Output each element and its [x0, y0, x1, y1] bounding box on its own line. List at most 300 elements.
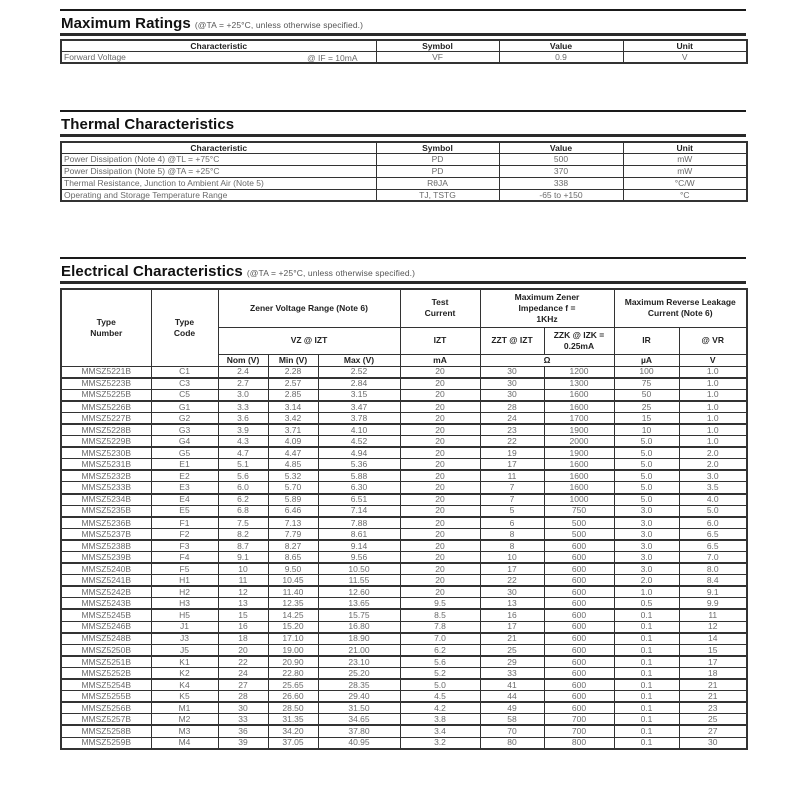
nom-voltage-cell: 11 — [218, 575, 268, 587]
type-number-cell: MMSZ5248B — [61, 633, 151, 645]
type-number-cell: MMSZ5237B — [61, 528, 151, 540]
type-number-cell: MMSZ5227B — [61, 412, 151, 424]
min-voltage-cell: 5.89 — [268, 494, 318, 506]
type-number-cell: MMSZ5223B — [61, 378, 151, 390]
vr-cell: 1.0 — [679, 412, 747, 424]
type-number-cell: MMSZ5234B — [61, 494, 151, 506]
zzk-cell: 600 — [544, 667, 614, 679]
table-row — [61, 366, 747, 378]
vr-cell: 4.0 — [679, 494, 747, 506]
zzt-cell: 24 — [480, 412, 544, 424]
max-voltage-cell: 6.51 — [318, 494, 400, 506]
table-row — [61, 505, 747, 517]
type-code-cell: F1 — [151, 517, 218, 529]
test-current-cell: 20 — [400, 424, 480, 436]
symbol-cell: PD — [376, 153, 499, 165]
nom-voltage-cell: 3.6 — [218, 412, 268, 424]
min-voltage-cell: 3.42 — [268, 412, 318, 424]
type-code-cell: K2 — [151, 667, 218, 679]
test-current-cell: 3.8 — [400, 714, 480, 726]
type-code-cell: C5 — [151, 389, 218, 401]
table-row — [61, 378, 747, 390]
test-current-cell: 20 — [400, 470, 480, 482]
min-voltage-cell: 17.10 — [268, 633, 318, 645]
header-zener-voltage-range: Zener Voltage Range (Note 6) — [218, 289, 400, 327]
type-number-cell: MMSZ5251B — [61, 656, 151, 668]
type-code-cell: G4 — [151, 436, 218, 448]
min-voltage-cell: 7.79 — [268, 528, 318, 540]
type-code-cell: K5 — [151, 691, 218, 703]
zzt-cell: 6 — [480, 517, 544, 529]
section-rule-top — [60, 9, 746, 11]
type-number-cell: MMSZ5243B — [61, 598, 151, 610]
zzt-cell: 70 — [480, 725, 544, 737]
type-number-cell: MMSZ5230B — [61, 447, 151, 459]
max-voltage-cell: 9.56 — [318, 552, 400, 564]
min-voltage-cell: 3.71 — [268, 424, 318, 436]
ir-cell: 0.1 — [614, 714, 679, 726]
min-voltage-cell: 26.60 — [268, 691, 318, 703]
type-number-cell: MMSZ5241B — [61, 575, 151, 587]
type-number-cell: MMSZ5257B — [61, 714, 151, 726]
type-code-cell: E3 — [151, 482, 218, 494]
type-code-cell: M3 — [151, 725, 218, 737]
vr-cell: 17 — [679, 656, 747, 668]
type-number-cell: MMSZ5252B — [61, 667, 151, 679]
min-voltage-cell: 25.65 — [268, 679, 318, 691]
header-min-unit: Min (V) — [268, 354, 318, 366]
section-rule-bottom — [60, 134, 746, 137]
test-current-cell: 20 — [400, 366, 480, 378]
table-row — [61, 165, 747, 177]
type-number-cell: MMSZ5250B — [61, 644, 151, 656]
type-number-cell: MMSZ5238B — [61, 540, 151, 552]
ir-cell: 0.1 — [614, 633, 679, 645]
nom-voltage-cell: 6.0 — [218, 482, 268, 494]
maximum-ratings-condition: (@TA = +25°C, unless otherwise specified.) — [194, 20, 364, 30]
test-current-cell: 3.4 — [400, 725, 480, 737]
zzt-cell: 8 — [480, 540, 544, 552]
test-current-cell: 20 — [400, 552, 480, 564]
ir-cell: 0.1 — [614, 679, 679, 691]
ir-cell: 10 — [614, 424, 679, 436]
nom-voltage-cell: 3.0 — [218, 389, 268, 401]
max-voltage-cell: 31.50 — [318, 702, 400, 714]
vr-cell: 21 — [679, 691, 747, 703]
header-value: Value — [499, 40, 623, 51]
zzk-cell: 1700 — [544, 412, 614, 424]
zzk-cell: 600 — [544, 691, 614, 703]
table-row — [61, 633, 747, 645]
table-row — [61, 598, 747, 610]
nom-voltage-cell: 18 — [218, 633, 268, 645]
type-code-cell: F5 — [151, 563, 218, 575]
header-vz-at-izt: VZ @ IZT — [218, 327, 400, 354]
zzk-cell: 600 — [544, 656, 614, 668]
header-unit: Unit — [623, 142, 747, 153]
type-code-cell: C1 — [151, 366, 218, 378]
nom-voltage-cell: 7.5 — [218, 517, 268, 529]
symbol-cell: VF — [376, 51, 499, 63]
table-row — [61, 447, 747, 459]
max-voltage-cell: 4.52 — [318, 436, 400, 448]
test-current-cell: 3.2 — [400, 737, 480, 749]
min-voltage-cell: 37.05 — [268, 737, 318, 749]
ir-cell: 3.0 — [614, 517, 679, 529]
nom-voltage-cell: 22 — [218, 656, 268, 668]
section-rule-top — [60, 257, 746, 259]
test-current-cell: 20 — [400, 586, 480, 598]
header-v-unit: V — [679, 354, 747, 366]
test-current-cell: 20 — [400, 378, 480, 390]
max-voltage-cell: 25.20 — [318, 667, 400, 679]
zzt-cell: 19 — [480, 447, 544, 459]
ir-cell: 3.0 — [614, 540, 679, 552]
zzt-cell: 58 — [480, 714, 544, 726]
table-row — [61, 540, 747, 552]
vr-cell: 21 — [679, 679, 747, 691]
test-current-cell: 20 — [400, 517, 480, 529]
unit-cell: °C/W — [623, 177, 747, 189]
maximum-ratings-section — [60, 9, 746, 71]
vr-cell: 8.4 — [679, 575, 747, 587]
max-voltage-cell: 9.14 — [318, 540, 400, 552]
type-code-cell: E2 — [151, 470, 218, 482]
max-voltage-cell: 37.80 — [318, 725, 400, 737]
type-code-cell: H2 — [151, 586, 218, 598]
table-row — [61, 667, 747, 679]
electrical-table-body — [61, 366, 747, 749]
table-row — [61, 737, 747, 749]
test-current-cell: 20 — [400, 412, 480, 424]
ir-cell: 0.1 — [614, 737, 679, 749]
table-row — [61, 470, 747, 482]
max-voltage-cell: 13.65 — [318, 598, 400, 610]
vr-cell: 3.0 — [679, 470, 747, 482]
zzt-cell: 22 — [480, 575, 544, 587]
test-current-cell: 20 — [400, 505, 480, 517]
thermal-characteristics-table — [60, 141, 748, 202]
characteristic-cell — [61, 51, 376, 63]
zzk-cell: 600 — [544, 644, 614, 656]
min-voltage-cell: 15.20 — [268, 621, 318, 633]
max-voltage-cell: 6.30 — [318, 482, 400, 494]
vr-cell: 18 — [679, 667, 747, 679]
min-voltage-cell: 8.65 — [268, 552, 318, 564]
min-voltage-cell: 5.32 — [268, 470, 318, 482]
table-row — [61, 586, 747, 598]
max-voltage-cell: 12.60 — [318, 586, 400, 598]
zzt-cell: 7 — [480, 494, 544, 506]
max-voltage-cell: 29.40 — [318, 691, 400, 703]
zzt-cell: 33 — [480, 667, 544, 679]
vr-cell: 3.5 — [679, 482, 747, 494]
nom-voltage-cell: 28 — [218, 691, 268, 703]
unit-cell: mW — [623, 165, 747, 177]
min-voltage-cell: 19.00 — [268, 644, 318, 656]
zzk-cell: 600 — [544, 679, 614, 691]
characteristic-condition: @ IF = 10mA — [307, 52, 358, 63]
table-row — [61, 691, 747, 703]
test-current-cell: 20 — [400, 575, 480, 587]
header-unit: Unit — [623, 40, 747, 51]
vr-cell: 9.1 — [679, 586, 747, 598]
min-voltage-cell: 14.25 — [268, 609, 318, 621]
type-code-cell: H3 — [151, 598, 218, 610]
zzk-cell: 1600 — [544, 389, 614, 401]
zzk-cell: 1000 — [544, 494, 614, 506]
nom-voltage-cell: 6.8 — [218, 505, 268, 517]
type-code-cell: G1 — [151, 401, 218, 413]
max-voltage-cell: 18.90 — [318, 633, 400, 645]
ir-cell: 5.0 — [614, 459, 679, 471]
header-max-zener-impedance: Maximum Zener Impedance f = 1KHz — [480, 289, 614, 327]
type-code-cell: J1 — [151, 621, 218, 633]
header-characteristic: Characteristic — [61, 40, 376, 51]
vr-cell: 12 — [679, 621, 747, 633]
table-row — [61, 725, 747, 737]
zzt-cell: 22 — [480, 436, 544, 448]
zzt-cell: 28 — [480, 401, 544, 413]
header-value: Value — [499, 142, 623, 153]
test-current-cell: 20 — [400, 436, 480, 448]
ir-cell: 0.1 — [614, 609, 679, 621]
zzk-cell: 500 — [544, 517, 614, 529]
type-code-cell: H1 — [151, 575, 218, 587]
zzk-cell: 600 — [544, 621, 614, 633]
zzk-cell: 800 — [544, 737, 614, 749]
max-voltage-cell: 34.65 — [318, 714, 400, 726]
vr-cell: 14 — [679, 633, 747, 645]
max-voltage-cell: 10.50 — [318, 563, 400, 575]
vr-cell: 1.0 — [679, 378, 747, 390]
header-symbol: Symbol — [376, 40, 499, 51]
characteristic-cell: Power Dissipation (Note 5) @TA = +25°C — [61, 165, 376, 177]
zzt-cell: 23 — [480, 424, 544, 436]
vr-cell: 9.9 — [679, 598, 747, 610]
type-code-cell: F3 — [151, 540, 218, 552]
thermal-characteristics-title: Thermal Characteristics — [61, 116, 235, 133]
ir-cell: 5.0 — [614, 470, 679, 482]
vr-cell: 7.0 — [679, 552, 747, 564]
nom-voltage-cell: 24 — [218, 667, 268, 679]
min-voltage-cell: 4.47 — [268, 447, 318, 459]
nom-voltage-cell: 2.4 — [218, 366, 268, 378]
type-code-cell: M4 — [151, 737, 218, 749]
zzk-cell: 600 — [544, 575, 614, 587]
min-voltage-cell: 2.57 — [268, 378, 318, 390]
type-number-cell: MMSZ5242B — [61, 586, 151, 598]
test-current-cell: 7.8 — [400, 621, 480, 633]
vr-cell: 27 — [679, 725, 747, 737]
section-rule-bottom — [60, 281, 746, 284]
test-current-cell: 8.5 — [400, 609, 480, 621]
header-zzk-at-izk: ZZK @ IZK = 0.25mA — [544, 327, 614, 354]
zzt-cell: 10 — [480, 552, 544, 564]
table-row — [61, 656, 747, 668]
test-current-cell: 20 — [400, 447, 480, 459]
ir-cell: 5.0 — [614, 436, 679, 448]
type-code-cell: G5 — [151, 447, 218, 459]
type-number-cell: MMSZ5225B — [61, 389, 151, 401]
type-code-cell: M1 — [151, 702, 218, 714]
vr-cell: 1.0 — [679, 401, 747, 413]
test-current-cell: 20 — [400, 389, 480, 401]
header-zzt-at-izt: ZZT @ IZT — [480, 327, 544, 354]
min-voltage-cell: 20.90 — [268, 656, 318, 668]
type-number-cell: MMSZ5255B — [61, 691, 151, 703]
type-code-cell: E5 — [151, 505, 218, 517]
max-voltage-cell: 3.78 — [318, 412, 400, 424]
header-nom-unit: Nom (V) — [218, 354, 268, 366]
section-rule-bottom — [60, 33, 746, 36]
type-code-cell: F4 — [151, 552, 218, 564]
zzt-cell: 17 — [480, 563, 544, 575]
ir-cell: 0.1 — [614, 702, 679, 714]
min-voltage-cell: 11.40 — [268, 586, 318, 598]
max-voltage-cell: 4.94 — [318, 447, 400, 459]
test-current-cell: 20 — [400, 482, 480, 494]
zzt-cell: 17 — [480, 459, 544, 471]
table-row — [61, 575, 747, 587]
characteristic-text: Forward Voltage — [64, 51, 126, 62]
type-number-cell: MMSZ5259B — [61, 737, 151, 749]
zzt-cell: 49 — [480, 702, 544, 714]
type-number-cell: MMSZ5228B — [61, 424, 151, 436]
max-voltage-cell: 40.95 — [318, 737, 400, 749]
test-current-cell: 20 — [400, 494, 480, 506]
ir-cell: 3.0 — [614, 552, 679, 564]
max-voltage-cell: 7.88 — [318, 517, 400, 529]
vr-cell: 15 — [679, 644, 747, 656]
value-cell: 0.9 — [499, 51, 623, 63]
zzk-cell: 1200 — [544, 366, 614, 378]
max-voltage-cell: 8.61 — [318, 528, 400, 540]
table-row — [61, 621, 747, 633]
nom-voltage-cell: 5.1 — [218, 459, 268, 471]
max-voltage-cell: 4.10 — [318, 424, 400, 436]
header-izt: IZT — [400, 327, 480, 354]
nom-voltage-cell: 36 — [218, 725, 268, 737]
zzt-cell: 44 — [480, 691, 544, 703]
type-number-cell: MMSZ5246B — [61, 621, 151, 633]
ir-cell: 75 — [614, 378, 679, 390]
header-ir: IR — [614, 327, 679, 354]
zzk-cell: 700 — [544, 714, 614, 726]
ir-cell: 5.0 — [614, 447, 679, 459]
max-voltage-cell: 3.47 — [318, 401, 400, 413]
zzk-cell: 1300 — [544, 378, 614, 390]
zzk-cell: 600 — [544, 563, 614, 575]
table-row — [61, 459, 747, 471]
table-row — [61, 436, 747, 448]
min-voltage-cell: 5.70 — [268, 482, 318, 494]
table-row — [61, 482, 747, 494]
min-voltage-cell: 3.14 — [268, 401, 318, 413]
type-code-cell: G2 — [151, 412, 218, 424]
maximum-ratings-title: Maximum Ratings — [61, 15, 191, 32]
ir-cell: 0.1 — [614, 656, 679, 668]
nom-voltage-cell: 12 — [218, 586, 268, 598]
zzk-cell: 1600 — [544, 470, 614, 482]
min-voltage-cell: 34.20 — [268, 725, 318, 737]
symbol-cell: RθJA — [376, 177, 499, 189]
ir-cell: 5.0 — [614, 482, 679, 494]
characteristic-cell: Thermal Resistance, Junction to Ambient Air (Note 5) — [61, 177, 376, 189]
type-code-cell: M2 — [151, 714, 218, 726]
nom-voltage-cell: 4.3 — [218, 436, 268, 448]
min-voltage-cell: 28.50 — [268, 702, 318, 714]
zzt-cell: 30 — [480, 378, 544, 390]
min-voltage-cell: 6.46 — [268, 505, 318, 517]
ir-cell: 3.0 — [614, 563, 679, 575]
zzk-cell: 1600 — [544, 482, 614, 494]
nom-voltage-cell: 9.1 — [218, 552, 268, 564]
vr-cell: 2.0 — [679, 459, 747, 471]
section-rule-top — [60, 110, 746, 112]
symbol-cell: TJ, TSTG — [376, 189, 499, 201]
header-symbol: Symbol — [376, 142, 499, 153]
vr-cell: 6.5 — [679, 528, 747, 540]
header-ua-unit: µA — [614, 354, 679, 366]
zzk-cell: 600 — [544, 702, 614, 714]
min-voltage-cell: 22.80 — [268, 667, 318, 679]
nom-voltage-cell: 8.2 — [218, 528, 268, 540]
vr-cell: 1.0 — [679, 366, 747, 378]
table-row — [61, 644, 747, 656]
type-number-cell: MMSZ5232B — [61, 470, 151, 482]
zzk-cell: 600 — [544, 598, 614, 610]
characteristic-cell: Power Dissipation (Note 4) @TL = +75°C — [61, 153, 376, 165]
header-type-code: Type Code — [151, 289, 218, 366]
table-row — [61, 189, 747, 201]
header-characteristic: Characteristic — [61, 142, 376, 153]
ir-cell: 1.0 — [614, 586, 679, 598]
vr-cell: 1.0 — [679, 389, 747, 401]
zzt-cell: 21 — [480, 633, 544, 645]
characteristic-cell: Operating and Storage Temperature Range — [61, 189, 376, 201]
nom-voltage-cell: 30 — [218, 702, 268, 714]
table-row — [61, 609, 747, 621]
table-row — [61, 177, 747, 189]
type-code-cell: K1 — [151, 656, 218, 668]
ir-cell: 5.0 — [614, 494, 679, 506]
vr-cell: 8.0 — [679, 563, 747, 575]
zzk-cell: 600 — [544, 540, 614, 552]
zzt-cell: 7 — [480, 482, 544, 494]
max-voltage-cell: 23.10 — [318, 656, 400, 668]
test-current-cell: 20 — [400, 459, 480, 471]
zzt-cell: 30 — [480, 366, 544, 378]
table-row — [61, 153, 747, 165]
electrical-characteristics-title: Electrical Characteristics — [61, 263, 243, 280]
nom-voltage-cell: 8.7 — [218, 540, 268, 552]
zzt-cell: 13 — [480, 598, 544, 610]
zzk-cell: 1600 — [544, 459, 614, 471]
type-code-cell: G3 — [151, 424, 218, 436]
header-max-reverse-leakage: Maximum Reverse Leakage Current (Note 6) — [614, 289, 747, 327]
table-row — [61, 679, 747, 691]
type-number-cell: MMSZ5256B — [61, 702, 151, 714]
table-row — [61, 528, 747, 540]
test-current-cell: 20 — [400, 540, 480, 552]
ir-cell: 15 — [614, 412, 679, 424]
table-row — [61, 424, 747, 436]
ir-cell: 0.1 — [614, 644, 679, 656]
table-row — [61, 51, 747, 63]
electrical-characteristics-table — [60, 288, 748, 750]
max-voltage-cell: 21.00 — [318, 644, 400, 656]
